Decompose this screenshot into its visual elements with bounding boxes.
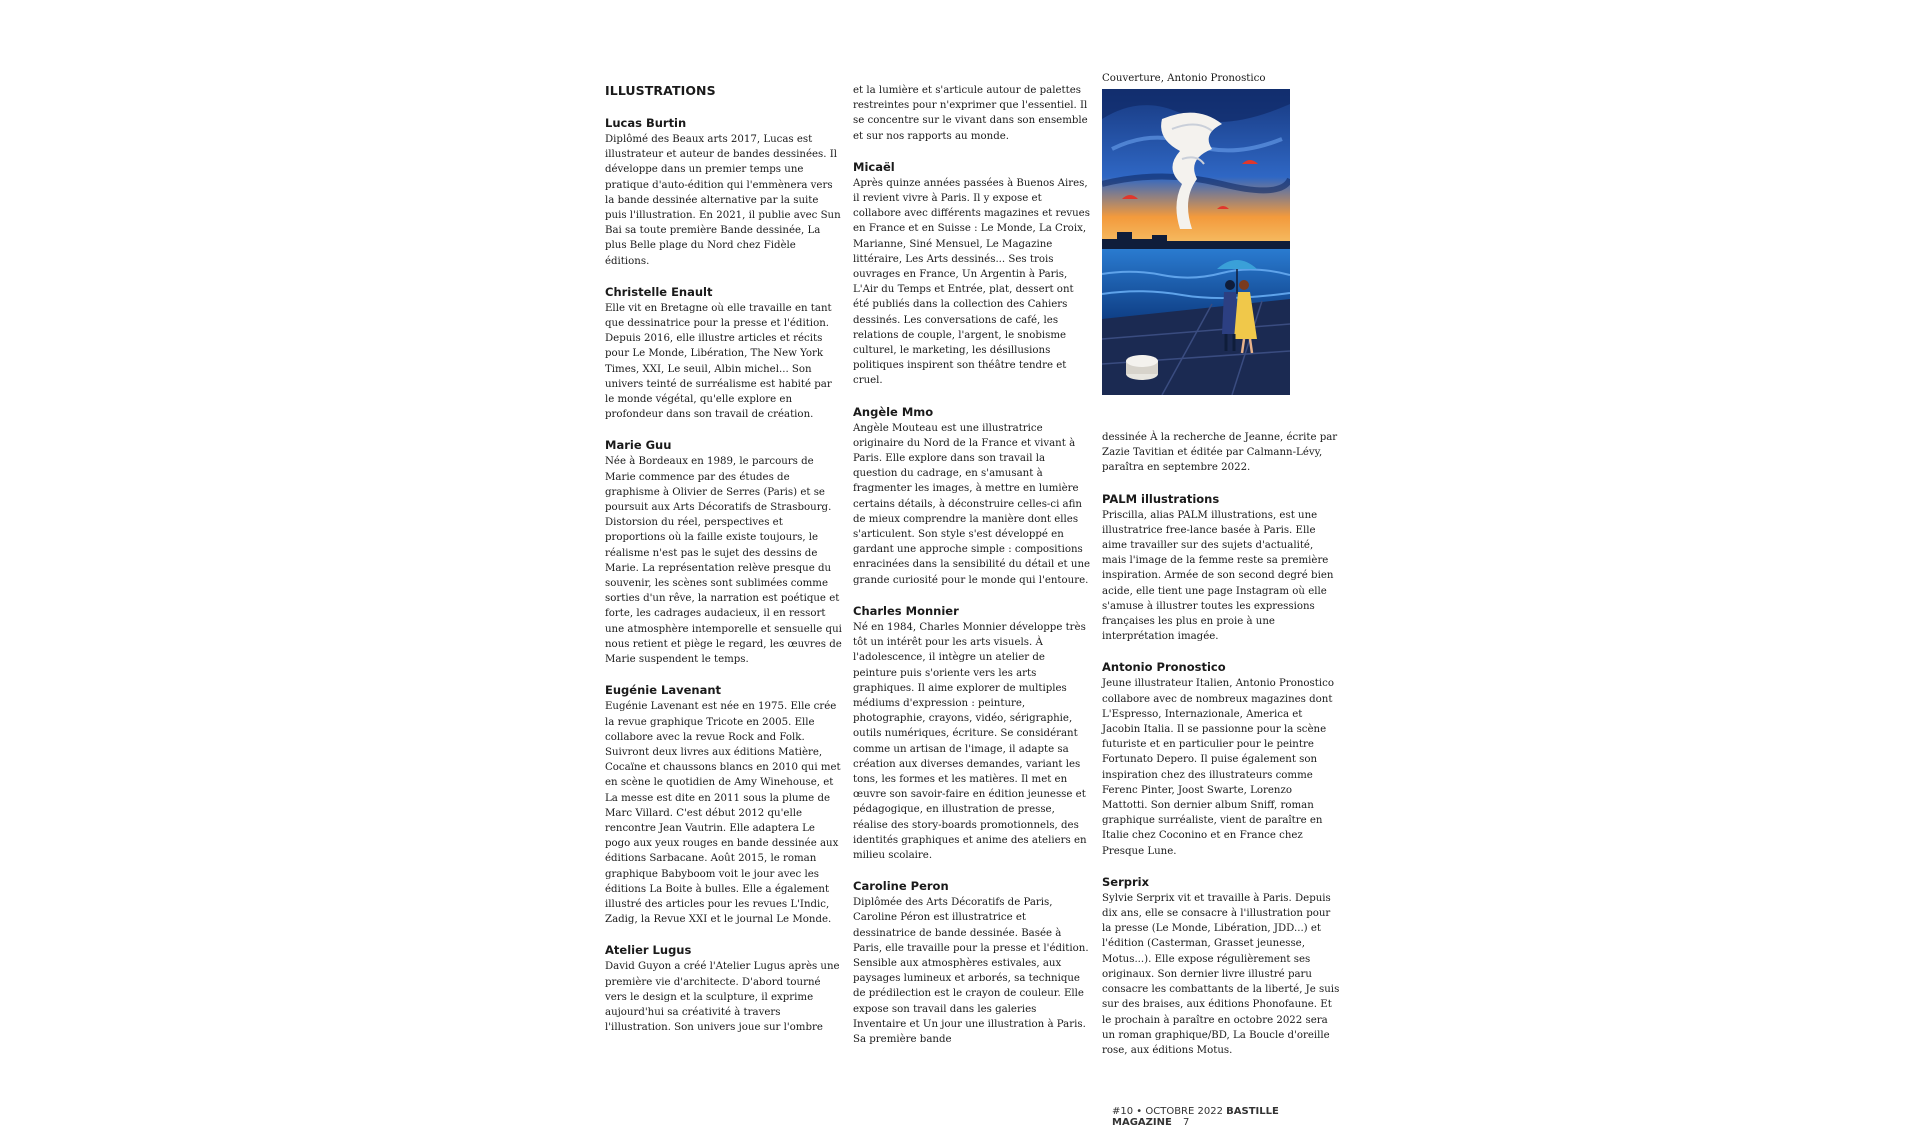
column-2 xyxy=(853,83,1091,1063)
entry-text: Diplômée des Arts Décoratifs de Paris, Caroline Péron est illustratrice et dessinatrice de bande dessinée. Basée à Paris, elle travaille pour la presse et l'édition. Sensible aux atmosphères estivales, aux paysages lumineux et arborés, sa technique de prédilection est le crayon de couleur. Elle expose son travail dans les galeries Inventaire et Un jour une illustration à Paris. Sa première bande xyxy=(853,897,1089,1045)
entry-text: Née à Bordeaux en 1989, le parcours de Marie commence par des études de graphisme à Olivier de Serres (Paris) et se poursuit aux Arts Décoratifs de Strasbourg. Distorsion du réel, perspectives et proportions où la faille existe toujours, le réalisme n'est pas le sujet des dessins de Marie. La représentation relève presque du souvenir, les scènes sont sublimées comme sorties d'un rêve, la narration est poétique et forte, les cadrages audacieux, il en ressort une atmosphère intemporelle et sensuelle qui nous retient et piège le regard, les œuvres de Marie suspendent le temps. xyxy=(605,456,842,666)
entry-text: David Guyon a créé l'Atelier Lugus après une première vie d'architecte. D'abord tourné vers le design et la sculpture, il exprime aujourd'hui sa créativité à travers l'illustration. Son univers joue sur l'ombre xyxy=(605,961,840,1034)
entry-christelle-enault xyxy=(605,285,843,423)
entry-text: Angèle Mouteau est une illustratrice originaire du Nord de la France et vivant à Paris. Elle explore dans son travail la question du cadrage, en s'amusant à fragmenter les images, à mettre en lumière certains détails, à déconstruire celles-ci afin de mieux comprendre la manière dont elles s'articulent. Son style s'est développé en gardant une approche simple : compositions enracinées dans la sensibilité du détail et une grande curiosité pour le monde qui l'entoure. xyxy=(853,422,1091,586)
page-number: 7 xyxy=(1183,1117,1190,1128)
entry-name: Serprix xyxy=(1102,874,1150,889)
entry-marie-guu xyxy=(605,438,843,667)
continuation-atelier-lugus xyxy=(853,83,1091,144)
issue-label: #10 • OCTOBRE 2022 xyxy=(1112,1106,1223,1117)
entry-name: Micaël xyxy=(853,159,895,174)
entry-palm-illustrations xyxy=(1102,492,1340,645)
entry-name: Eugénie Lavenant xyxy=(605,683,722,698)
entry-name: Lucas Burtin xyxy=(605,116,687,130)
entry-text: Sylvie Serprix vit et travaille à Paris. Depuis dix ans, elle se consacre à l'illustration pour la presse (Le Monde, Libération, JDD...) et l'édition (Casterman, Grasset jeunesse, Motus...). Elle expose régulièrement ses originaux. Son dernier livre illustré paru consacre les combattants de la liberté, Je suis sur des braises, aux éditions Phonofaune. Et le prochain à paraître en octobre 2022 sera un roman graphique/BD, La Boucle d'oreille rose, aux éditions Motus. xyxy=(1102,892,1340,1056)
column-1 xyxy=(605,83,843,1051)
page-footer xyxy=(1112,1106,1332,1128)
entry-name: Atelier Lugus xyxy=(605,943,692,958)
entry-name: Charles Monnier xyxy=(853,603,959,618)
entry-name: Caroline Peron xyxy=(853,879,949,894)
entry-name: PALM illustrations xyxy=(1102,491,1220,506)
entry-angele-mmo xyxy=(853,405,1091,588)
entry-micael xyxy=(853,160,1091,389)
continuation-text: dessinée À la recherche de Jeanne, écrite par Zazie Tavitian et éditée par Calmann-Lévy, paraîtra en septembre 2022. xyxy=(1102,432,1338,474)
entry-eugenie-lavenant xyxy=(605,683,843,927)
entry-charles-monnier xyxy=(853,604,1091,863)
entry-serprix xyxy=(1102,875,1340,1058)
entry-text: Né en 1984, Charles Monnier développe très tôt un intérêt pour les arts visuels. À l'adolescence, il intègre un atelier de peinture puis s'oriente vers les arts graphiques. Il aime explorer de multiples médiums d'expression : peinture, photographie, crayons, vidéo, sérigraphie, outils numériques, écriture. Se considérant comme un artisan de l'image, il adapte sa création aux diverses demandes, variant les tons, les formes et les matières. Il met en œuvre son savoir-faire en édition jeunesse et pédagogique, en illustration de presse, réalise des story-boards promotionnels, des identités graphiques et anime des ateliers en milieu scolaire. xyxy=(853,621,1087,861)
column-3 xyxy=(1102,72,1340,1074)
entry-text: Priscilla, alias PALM illustrations, est une illustratrice free-lance basée à Paris. Elle aime travailler sur des sujets d'actualité, mais l'image de la femme reste sa première inspiration. Armée de son second degré bien acide, elle tient une page Instagram où elle s'amuse à illustrer toutes les expressions françaises les plus en proie à une interprétation imagée. xyxy=(1102,509,1334,643)
entry-name: Antonio Pronostico xyxy=(1102,660,1226,675)
entry-antonio-pronostico xyxy=(1102,660,1340,858)
entry-text: Après quinze années passées à Buenos Aires, il revient vivre à Paris. Il y expose et collabore avec différents magazines et revues en France et en Suisse : Le Monde, La Croix, Marianne, Siné Mensuel, Le Magazine littéraire, Les Arts dessinés... Ses trois ouvrages en France, Un Argentin à Paris, L'Air du Temps et Entrée, plat, dessert ont été publiés dans la collection des Cahiers dessinés. Les conversations de café, les relations de couple, l'argent, le snobisme culturel, le marketing, les désillusions politiques inspirent son théâtre tendre et cruel. xyxy=(853,177,1090,387)
entry-text: Diplômé des Beaux arts 2017, Lucas est illustrateur et auteur de bandes dessinées. Il développe dans un premier temps une pratique d'auto-édition qui l'emmènera vers la bande dessinée alternative par la suite puis l'illustration. En 2021, il publie avec Sun Bai sa toute première Bande dessinée, La plus Belle plage du Nord chez Fidèle éditions. xyxy=(605,134,841,267)
magazine-name: BASTILLE MAGAZINE xyxy=(1112,1106,1279,1128)
entry-text: Elle vit en Bretagne où elle travaille en tant que dessinatrice pour la presse et l'édition. Depuis 2016, elle illustre articles et récits pour Le Monde, Libération, The New York Times, XXI, Le seuil, Albin michel... Son univers teinté de surréalisme est habité par le monde végétal, qu'elle explore en profondeur dans son travail de création. xyxy=(605,302,832,421)
entry-text: Eugénie Lavenant est née en 1975. Elle crée la revue graphique Tricote en 2005. Elle collabore avec la revue Rock and Folk. Suivront deux livres aux éditions Matière, Cocaïne et chaussons blancs en 2010 qui met en scène le quotidien de Amy Winehouse, et La messe est dite en 2011 sous la plume de Marc Villard. C'est début 2012 qu'elle rencontre Jean Vautrin. Elle adaptera Le pogo aux yeux rouges en bande dessinée aux éditions Sarbacane. Août 2015, le roman graphique Babyboom voit le jour avec les éditions La Boite à bulles. Elle a également illustré des articles pour les revues L'Indic, Zadig, la Revue XXI et le journal Le Monde. xyxy=(605,701,841,926)
entry-caroline-peron xyxy=(853,879,1091,1047)
entry-name: Marie Guu xyxy=(605,438,672,453)
cover-caption: Couverture, Antonio Pronostico xyxy=(1102,73,1266,84)
entry-name: Christelle Enault xyxy=(605,284,713,299)
continuation-caroline-peron xyxy=(1102,430,1340,476)
entry-name: Angèle Mmo xyxy=(853,404,934,419)
entry-text: Jeune illustrateur Italien, Antonio Pronostico collabore avec de nombreux magazines dont L'Espresso, Internazionale, America et Jacobin Italia. Il se passionne pour la scène futuriste et en particulier pour le peintre Fortunato Depero. Il puise également son inspiration chez des illustrateurs comme Ferenc Pinter, Joost Swarte, Lorenzo Mattotti. Son dernier album Sniff, roman graphique surréaliste, vient de paraître en Italie chez Coconino et en France chez Presque Lune. xyxy=(1102,678,1334,857)
entry-atelier-lugus xyxy=(605,943,843,1035)
section-title: ILLUSTRATIONS xyxy=(605,83,716,98)
cover-illustration xyxy=(1102,89,1290,395)
entry-lucas-burtin xyxy=(605,116,843,269)
continuation-text: et la lumière et s'articule autour de palettes restreintes pour n'exprimer que l'essentiel. Il se concentre sur le vivant dans son ensemble et sur nos rapports au monde. xyxy=(853,85,1088,142)
